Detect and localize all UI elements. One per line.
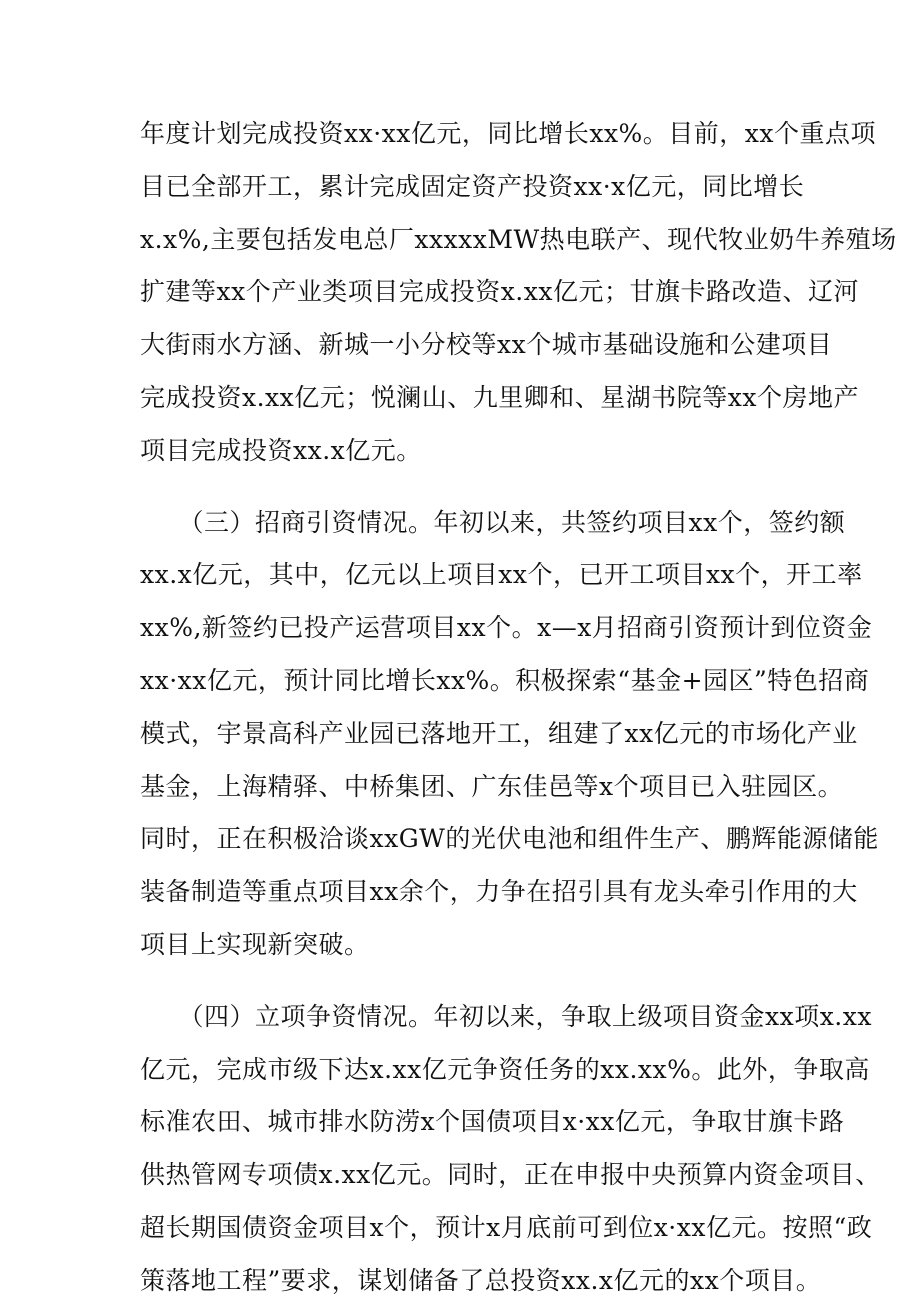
text-line: 供热管网专项债x.xx亿元。同时，正在申报中央预算内资金项目、 [140, 1160, 881, 1190]
document-body [140, 108, 897, 1308]
text-line: xx·xx亿元，预计同比增长xx%。积极探索“基金+园区”特色招商 [140, 665, 870, 695]
text-line: 策落地工程”要求，谋划储备了总投资xx.x亿元的xx个项目。 [140, 1265, 822, 1295]
text-line: 超长期国债资金项目x个，预计x月底前可到位x·xx亿元。按照“政 [140, 1212, 873, 1242]
text-line: 项目完成投资xx.x亿元。 [140, 435, 422, 465]
text-line: xx%,新签约已投产运营项目xx个。x—x月招商引资预计到位资金 [140, 613, 873, 643]
paragraph-gap [140, 972, 800, 991]
text-line: 标准农田、城市排水防涝x个国债项目x·xx亿元，争取甘旗卡路 [140, 1107, 845, 1137]
text-line: 同时，正在积极洽谈xxGW的光伏电池和组件生产、鹏辉能源储能 [140, 824, 879, 854]
paragraph-project-funding [140, 991, 881, 1308]
text-line: 完成投资x.xx亿元；悦澜山、九里卿和、星湖书院等xx个房地产 [140, 382, 859, 412]
text-line: 模式，宇景高科产业园已落地开工，组建了xx亿元的市场化产业 [140, 718, 858, 748]
text-line: 目已全部开工，累计完成固定资产投资xx·x亿元，同比增长 [140, 171, 805, 201]
text-line: 基金，上海精驿、中桥集团、广东佳邑等x个项目已入驻园区。 [140, 771, 844, 801]
text-line: （三）招商引资情况。年初以来，共签约项目xx个，签约额 [140, 507, 846, 537]
text-line: x.x%,主要包括发电总厂xxxxxMW热电联产、现代牧业奶牛养殖场 [140, 224, 897, 254]
paragraph-investment-summary [140, 108, 897, 478]
text-line: 大街雨水方涵、新城一小分校等xx个城市基础设施和公建项目 [140, 330, 833, 360]
text-line: 扩建等xx个产业类项目完成投资x.xx亿元；甘旗卡路改造、辽河 [140, 277, 859, 307]
text-line: xx.x亿元，其中，亿元以上项目xx个，已开工项目xx个，开工率 [140, 560, 863, 590]
paragraph-gap [140, 478, 800, 497]
text-line: （四）立项争资情况。年初以来，争取上级项目资金xx项x.xx [140, 1001, 872, 1031]
paragraph-investment-attraction [140, 497, 879, 972]
text-line: 亿元，完成市级下达x.xx亿元争资任务的xx.xx%。此外，争取高 [140, 1054, 870, 1084]
text-line: 年度计划完成投资xx·xx亿元，同比增长xx%。目前，xx个重点项 [140, 119, 876, 148]
text-line: 装备制造等重点项目xx余个，力争在招引具有龙头牵引作用的大 [140, 877, 858, 907]
text-line: 项目上实现新突破。 [140, 929, 370, 959]
